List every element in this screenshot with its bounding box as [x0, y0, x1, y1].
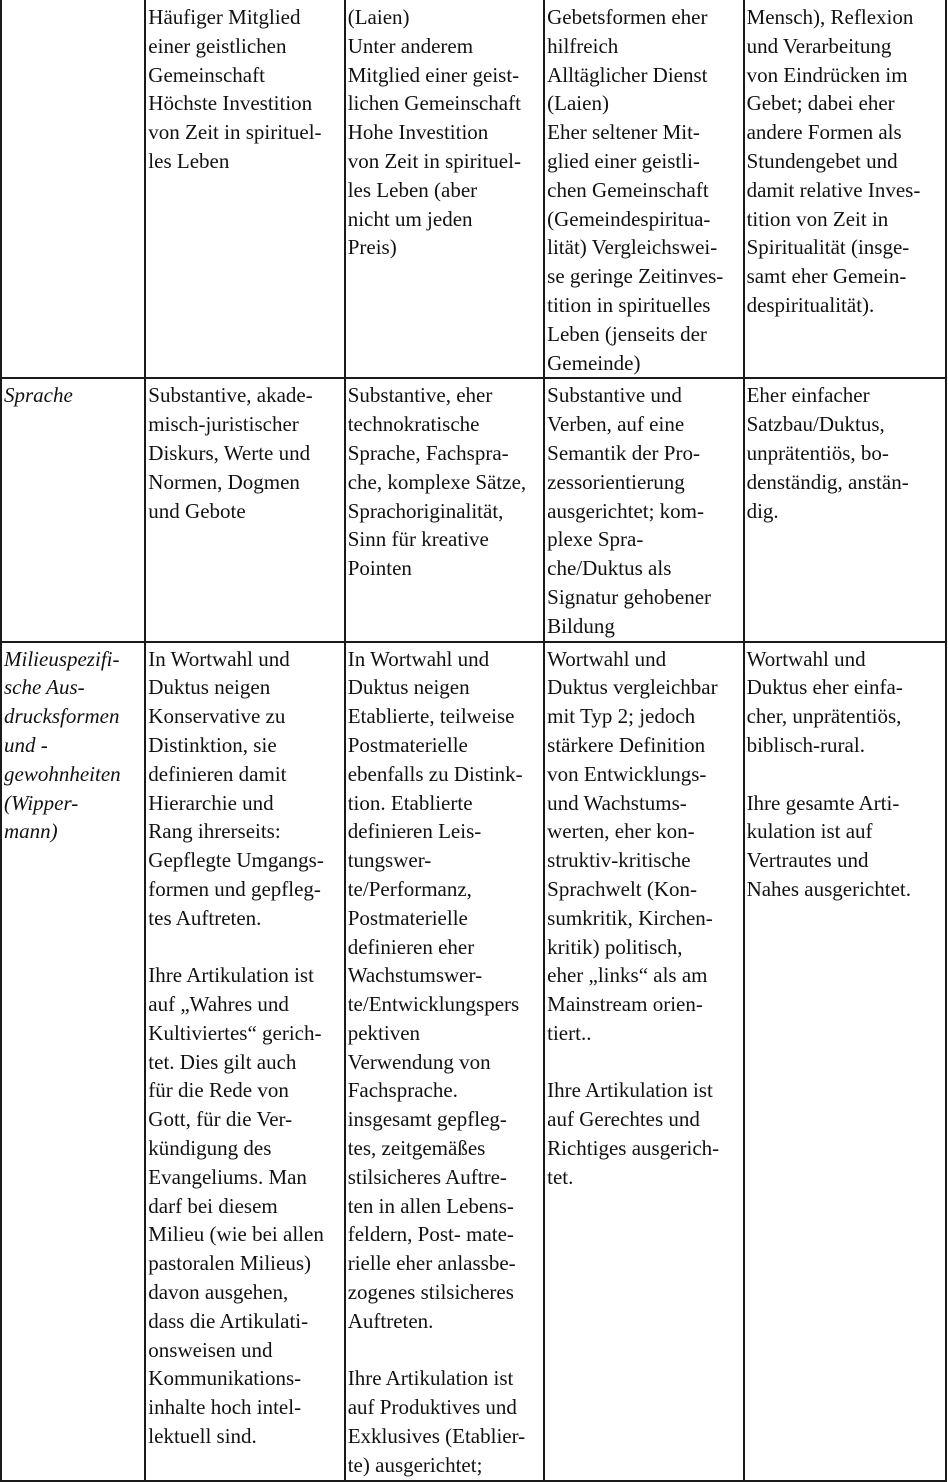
text-line: Eher einfacher: [746, 383, 870, 408]
text-line: hilfreich: [547, 33, 619, 58]
text-line: insgesamt gepfleg-: [347, 1107, 507, 1132]
text-line: te/Entwicklungspers: [347, 992, 520, 1017]
text-line: definieren damit: [148, 761, 287, 786]
text-line: Mainstream orien-: [547, 992, 703, 1017]
text-line: Ihre gesamte Arti-: [746, 790, 900, 815]
text-line: Ihre Artikulation ist: [347, 1366, 514, 1391]
text-line: Gepflegte Umgangs-: [148, 848, 324, 873]
text-line: tungswer-: [347, 848, 432, 873]
text-line: misch-juristischer: [148, 412, 299, 437]
text-line: Wortwahl und: [547, 646, 667, 671]
text-line: Duktus eher einfa-: [746, 675, 903, 700]
text-line: und Verarbeitung: [746, 33, 892, 58]
text-line: und Gebote: [148, 498, 246, 523]
text-line: inhalte hoch intel-: [148, 1395, 302, 1420]
text-line: Milieu (wie bei allen: [148, 1222, 324, 1247]
text-line: von Zeit in spirituel-: [148, 120, 322, 145]
text-line: tet. Dies gilt auch: [148, 1049, 297, 1074]
text-line: te) ausgerichtet;: [347, 1452, 483, 1477]
text-line: andere Formen als: [746, 120, 902, 145]
text-line: zessorientierung: [547, 469, 685, 494]
text-line: plexe Spra-: [547, 527, 644, 552]
text-line: Gott, für die Ver-: [148, 1107, 293, 1132]
text-line: (Laien): [547, 91, 609, 116]
text-line: pastoralen Milieus): [148, 1251, 312, 1276]
text-line: dass die Artikulati-: [148, 1308, 309, 1333]
table-row-spirituality-continued: [1, 0, 946, 378]
paragraph-gap: [547, 1048, 742, 1077]
text-line: Etablierte, teilweise: [347, 704, 515, 729]
text-line: se geringe Zeitinves-: [547, 264, 724, 289]
text-line: Unter anderem: [347, 33, 474, 58]
text-line: Gebet; dabei eher: [746, 91, 895, 116]
text-line: Hohe Investition: [347, 120, 489, 145]
text-line: Hierarchie und: [148, 790, 274, 815]
text-line: lität) Vergleichswei-: [547, 235, 718, 260]
text-line: Substantive, akade-: [148, 383, 313, 408]
table-cell-type-4: [744, 642, 946, 1481]
text-line: tion. Etablierte: [347, 790, 473, 815]
text-line: kulation ist auf: [746, 819, 873, 844]
text-line: Sprache: [4, 383, 73, 408]
text-line: Sprachoriginalität,: [347, 498, 504, 523]
paragraph-gap: [148, 933, 343, 962]
text-line: Milieuspezifi-: [4, 646, 120, 671]
text-line: einer geistlichen: [148, 33, 287, 58]
text-line: Stundengebet und: [746, 148, 898, 173]
paragraph-gap: [348, 1336, 543, 1365]
text-line: gewohnheiten: [4, 761, 121, 786]
row-label-ausdrucksformen: [1, 642, 145, 1481]
text-line: samt eher Gemein-: [746, 264, 907, 289]
text-line: Konservative zu: [148, 704, 286, 729]
text-line: Exklusives (Etablier-: [347, 1424, 526, 1449]
text-line: lektuell sind.: [148, 1424, 257, 1449]
text-line: Duktus vergleichbar: [547, 675, 718, 700]
text-line: Diskurs, Werte und: [148, 440, 311, 465]
text-line: auf Produktives und: [347, 1395, 517, 1420]
text-line: Pointen: [347, 556, 412, 581]
text-line: formen und gepfleg-: [148, 876, 321, 901]
text-line: auf Gerechtes und: [547, 1107, 700, 1132]
table-cell-type-1: [145, 0, 344, 378]
text-line: Substantive und: [547, 383, 682, 408]
text-line: Substantive, eher: [347, 383, 493, 408]
text-line: damit relative Inves-: [746, 177, 921, 202]
text-line: stärkere Definition: [547, 732, 706, 757]
text-line: Postmaterielle: [347, 905, 468, 930]
text-line: Nahes ausgerichtet.: [746, 876, 911, 901]
text-line: Mensch), Reflexion: [746, 5, 914, 29]
text-line: Verben, auf eine: [547, 412, 685, 437]
text-line: Gemeinschaft: [148, 62, 265, 87]
text-line: Mitglied einer geist-: [347, 62, 520, 87]
text-line: Verwendung von: [347, 1049, 491, 1074]
text-line: tition in spirituelles: [547, 292, 711, 317]
text-line: Gebetsformen eher: [547, 5, 708, 29]
row-label-sprache: [1, 378, 145, 641]
text-line: les Leben (aber: [347, 177, 478, 202]
text-line: Wortwahl und: [746, 646, 866, 671]
table-cell-type-4: [744, 0, 946, 378]
text-line: Sprachwelt (Kon-: [547, 876, 698, 901]
text-line: Sprache, Fachspra-: [347, 440, 509, 465]
paragraph-gap: [747, 760, 945, 789]
text-line: auf „Wahres und: [148, 992, 289, 1017]
text-line: Leben (jenseits der: [547, 321, 707, 346]
text-line: lichen Gemeinschaft: [347, 91, 521, 116]
text-line: denständig, anstän-: [746, 469, 909, 494]
text-line: biblisch-rural.: [746, 732, 865, 757]
text-line: Preis): [347, 235, 397, 260]
text-line: Rang ihrerseits:: [148, 819, 281, 844]
text-line: Evangeliums. Man: [148, 1164, 307, 1189]
text-line: definieren Leis-: [347, 819, 482, 844]
text-line: davon ausgehen,: [148, 1280, 289, 1305]
text-line: tes, zeitgemäßes: [347, 1136, 486, 1161]
table-cell-type-1: [145, 378, 344, 641]
text-line: von Entwicklungs-: [547, 761, 707, 786]
text-line: ebenfalls zu Distink-: [347, 761, 523, 786]
text-line: und -: [4, 732, 48, 757]
text-line: und Wachstums-: [547, 790, 687, 815]
text-line: Normen, Dogmen: [148, 469, 300, 494]
text-line: Fachsprache.: [347, 1078, 458, 1103]
text-line: tet.: [547, 1164, 574, 1189]
text-line: cher, unprätentiös,: [746, 704, 902, 729]
text-line: Ihre Artikulation ist: [148, 963, 314, 988]
text-line: Distinktion, sie: [148, 732, 277, 757]
text-line: sche Aus-: [4, 675, 85, 700]
text-line: tes Auftreten.: [148, 905, 262, 930]
text-line: Ihre Artikulation ist: [547, 1078, 713, 1103]
text-line: definieren eher: [347, 934, 475, 959]
text-line: In Wortwahl und: [347, 646, 490, 671]
text-line: Duktus neigen: [347, 675, 470, 700]
text-line: tiert..: [547, 1020, 592, 1045]
text-line: Häufiger Mitglied: [148, 5, 301, 29]
text-line: Höchste Investition: [148, 91, 313, 116]
text-line: stilsicheres Auftre-: [347, 1164, 507, 1189]
text-line: sumkritik, Kirchen-: [547, 905, 713, 930]
text-line: Gemeinde): [547, 350, 641, 375]
text-line: werten, eher kon-: [547, 819, 695, 844]
text-line: Postmaterielle: [347, 732, 468, 757]
text-line: eher „links“ als am: [547, 963, 708, 988]
table-cell-type-2: [345, 642, 544, 1481]
text-line: für die Rede von: [148, 1078, 289, 1103]
table-cell-type-1: [145, 642, 344, 1481]
text-line: glied einer geistli-: [547, 148, 700, 173]
text-line: Semantik der Pro-: [547, 440, 700, 465]
table-row-ausdrucksformen: [1, 642, 946, 1481]
table-cell-type-3: [544, 378, 743, 641]
text-line: Satzbau/Duktus,: [746, 412, 885, 437]
table-cell-type-2: [345, 0, 544, 378]
text-line: Richtiges ausgerich-: [547, 1136, 720, 1161]
text-line: (Wipper-: [4, 790, 79, 815]
text-line: drucksformen: [4, 704, 120, 729]
text-line: unprätentiös, bo-: [746, 440, 889, 465]
text-line: Wachstumswer-: [347, 963, 483, 988]
text-line: Signatur gehobener: [547, 584, 712, 609]
text-line: zogenes stilsicheres: [347, 1280, 514, 1305]
text-line: Vertrautes und: [746, 848, 869, 873]
text-line: feldern, Post- mate-: [347, 1222, 514, 1247]
text-line: Kultiviertes“ gerich-: [148, 1020, 322, 1045]
text-line: technokratische: [347, 412, 480, 437]
text-line: onsweisen und: [148, 1337, 273, 1362]
text-line: ten in allen Lebens-: [347, 1193, 514, 1218]
text-line: von Zeit in spirituel-: [347, 148, 521, 173]
text-line: Auftreten.: [347, 1308, 434, 1333]
text-line: te/Performanz,: [347, 876, 472, 901]
table-cell-type-3: [544, 642, 743, 1481]
text-line: nicht um jeden: [347, 206, 473, 231]
text-line: tition von Zeit in: [746, 206, 889, 231]
text-line: Spiritualität (insge-: [746, 235, 910, 260]
text-line: (Gemeindespiritua-: [547, 206, 711, 231]
text-line: Eher seltener Mit-: [547, 120, 700, 145]
table-cell-type-4: [744, 378, 946, 641]
text-line: Kommunikations-: [148, 1366, 302, 1391]
text-line: Bildung: [547, 613, 615, 638]
text-line: von Eindrücken im: [746, 62, 908, 87]
text-line: kündigung des: [148, 1136, 272, 1161]
table-cell-type-2: [345, 378, 544, 641]
text-line: struktiv-kritische: [547, 848, 691, 873]
text-line: (Laien): [347, 5, 410, 29]
text-line: ausgerichtet; kom-: [547, 498, 705, 523]
text-line: dig.: [746, 498, 779, 523]
text-line: chen Gemeinschaft: [547, 177, 709, 202]
text-line: che, komplexe Sätze,: [347, 469, 527, 494]
text-line: Alltäglicher Dienst: [547, 62, 708, 87]
text-line: Sinn für kreative: [347, 527, 489, 552]
text-line: despiritualität).: [746, 292, 875, 317]
text-line: mann): [4, 819, 58, 844]
table-row-sprache: [1, 378, 946, 641]
text-line: mit Typ 2; jedoch: [547, 704, 696, 729]
text-line: kritik) politisch,: [547, 934, 683, 959]
text-line: che/Duktus als: [547, 556, 672, 581]
text-line: In Wortwahl und: [148, 646, 290, 671]
table-cell-type-3: [544, 0, 743, 378]
text-line: les Leben: [148, 148, 230, 173]
text-line: Duktus neigen: [148, 675, 271, 700]
row-label-cell: [1, 0, 145, 378]
text-line: pektiven: [347, 1020, 421, 1045]
text-line: rielle eher anlassbe-: [347, 1251, 516, 1276]
text-line: darf bei diesem: [148, 1193, 278, 1218]
